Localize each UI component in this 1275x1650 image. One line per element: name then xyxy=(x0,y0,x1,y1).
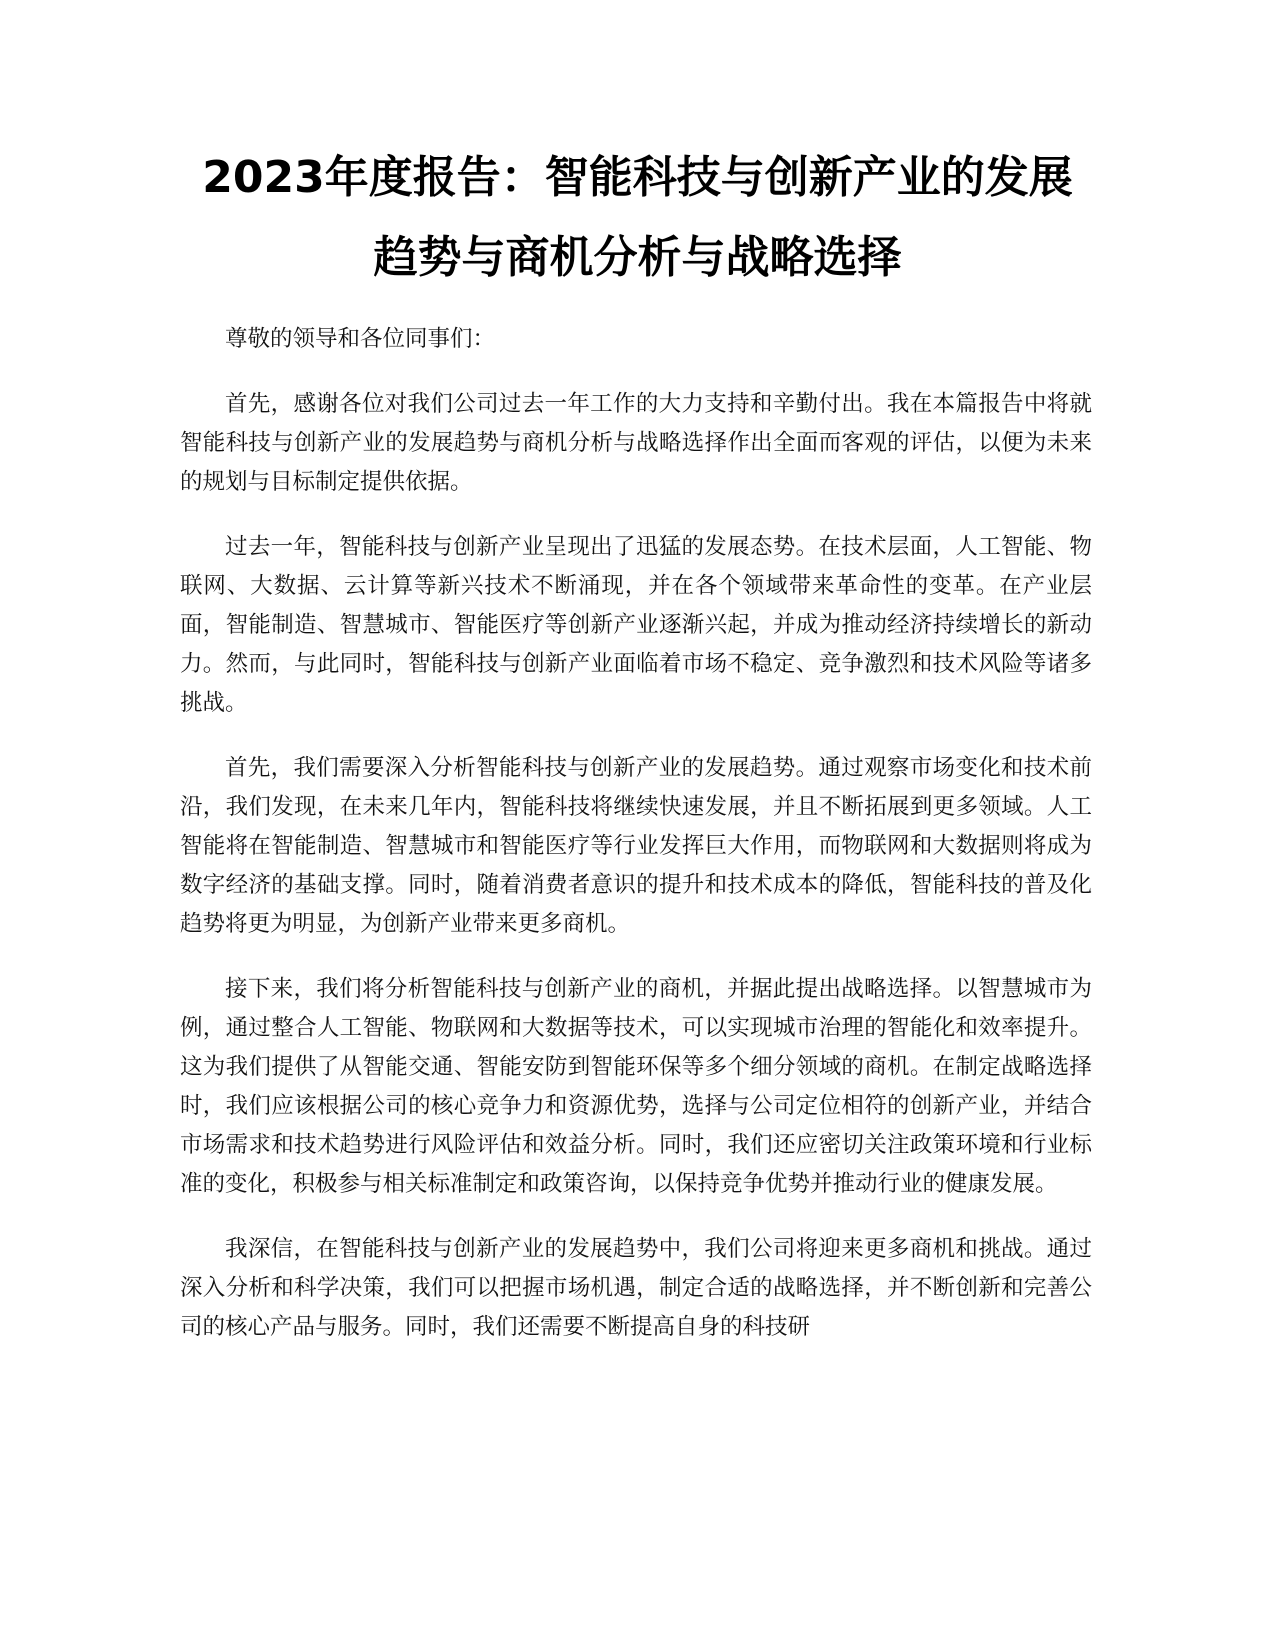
body-paragraph: 我深信，在智能科技与创新产业的发展趋势中，我们公司将迎来更多商机和挑战。通过深入分析和科学决策，我们可以把握市场机遇，制定合适的战略选择，并不断创新和完善公司的核心产品与服务。同时，我们还需要不断提高自身的科技研 xyxy=(180,1236,1092,1340)
document-body xyxy=(180,320,1092,1373)
body-paragraph: 首先，我们需要深入分析智能科技与创新产业的发展趋势。通过观察市场变化和技术前沿，我们发现，在未来几年内，智能科技将继续快速发展，并且不断拓展到更多领域。人工智能将在智能制造、智慧城市和智能医疗等行业发挥巨大作用，而物联网和大数据则将成为数字经济的基础支撑。同时，随着消费者意识的提升和技术成本的降低，智能科技的普及化趋势将更为明显，为创新产业带来更多商机。 xyxy=(180,755,1092,937)
body-paragraph: 过去一年，智能科技与创新产业呈现出了迅猛的发展态势。在技术层面，人工智能、物联网、大数据、云计算等新兴技术不断涌现，并在各个领域带来革命性的变革。在产业层面，智能制造、智慧城市、智能医疗等创新产业逐渐兴起，并成为推动经济持续增长的新动力。然而，与此同时，智能科技与创新产业面临着市场不稳定、竞争激烈和技术风险等诸多挑战。 xyxy=(180,534,1092,716)
title-line-1: 2023年度报告：智能科技与创新产业的发展 xyxy=(202,152,1073,203)
body-paragraph: 首先，感谢各位对我们公司过去一年工作的大力支持和辛勤付出。我在本篇报告中将就智能科技与创新产业的发展趋势与商机分析与战略选择作出全面而客观的评估，以便为未来的规划与目标制定提供依据。 xyxy=(180,391,1092,495)
salutation-paragraph: 尊敬的领导和各位同事们： xyxy=(225,326,496,352)
document-title xyxy=(140,138,1135,298)
title-line-2: 趋势与商机分析与战略选择 xyxy=(373,232,902,283)
body-paragraph: 接下来，我们将分析智能科技与创新产业的商机，并据此提出战略选择。以智慧城市为例，通过整合人工智能、物联网和大数据等技术，可以实现城市治理的智能化和效率提升。这为我们提供了从智能交通、智能安防到智能环保等多个细分领域的商机。在制定战略选择时，我们应该根据公司的核心竞争力和资源优势，选择与公司定位相符的创新产业，并结合市场需求和技术趋势进行风险评估和效益分析。同时，我们还应密切关注政策环境和行业标准的变化，积极参与相关标准制定和政策咨询，以保持竞争优势并推动行业的健康发展。 xyxy=(180,976,1092,1197)
